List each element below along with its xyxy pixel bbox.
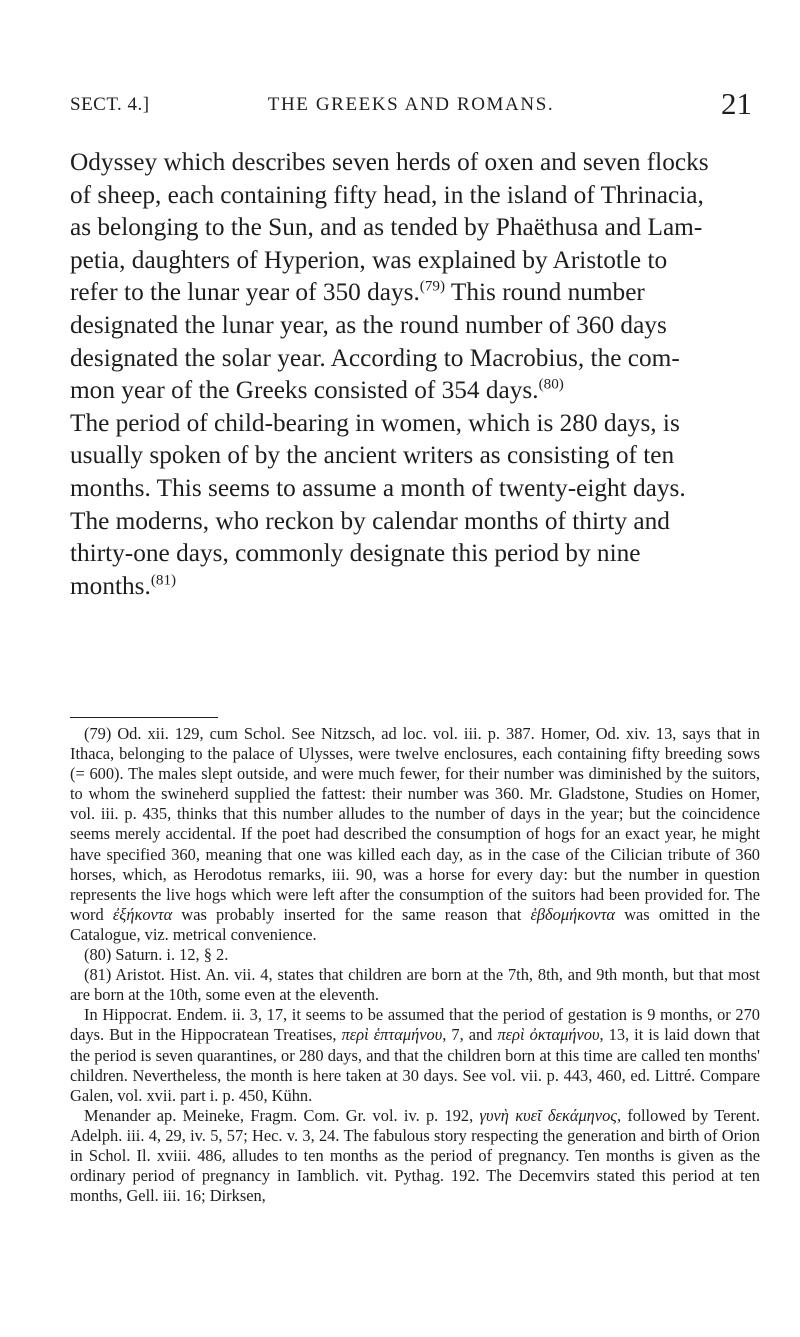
footnote-81: (81) Aristot. Hist. An. vii. 4, states that children are born at the 7th, 8th, and 9th month, but that most are born at the 10th, some even at the eleventh.	[70, 965, 760, 1005]
greek-word: περὶ ὀκταμήνου	[497, 1025, 600, 1045]
footnote-80: (80) Saturn. i. 12, § 2.	[84, 945, 229, 965]
running-header	[70, 86, 752, 121]
footnote-rule	[70, 717, 218, 718]
text-line-part: This round number	[445, 278, 645, 307]
footnote-81-menander	[70, 1106, 760, 1206]
text-line: usually spoken of by the ancient writers as consisting of ten	[70, 441, 675, 470]
text-line	[70, 276, 752, 309]
text-line-part: months.	[70, 571, 151, 600]
footnote-text: , 7, and	[442, 1025, 498, 1045]
footnote-text: , 13, it is laid down that the period is seven quarantines, or 280 days, and that the children born at this time are called ten months' children. Nevertheless, the month is here taken at 30 days. See vol. vii. p. 443, 460, ed. Littré. Compare Galen, vol. xvii. part i. p. 450, Kühn.	[70, 1025, 760, 1105]
footnotes	[70, 724, 760, 1206]
text-line: thirty-one days, commonly designate this period by nine	[70, 539, 641, 568]
text-line: The moderns, who reckon by calendar months of thirty and	[70, 506, 670, 535]
greek-word: περὶ ἑπταμήνου	[341, 1025, 443, 1045]
text-line: of sheep, each containing fifty head, in the island of Thrinacia,	[70, 180, 704, 209]
main-paragraph-1	[70, 146, 752, 602]
note-ref-80: (80)	[538, 375, 564, 393]
greek-word: ἑβδομήκοντα	[530, 904, 616, 924]
text-line: Odyssey which describes seven herds of oxen and seven flocks	[70, 148, 709, 176]
text-line: petia, daughters of Hyperion, was explained by Aristotle to	[70, 245, 668, 274]
footnote-text: In Hippocrat. Endem. ii. 3, 17, it seems to be assumed that the period of gestation is 9 months, or 270 days. But in the Hippocratean Treatises,	[70, 1005, 760, 1045]
text-line	[70, 570, 752, 603]
footnote-81-continued	[70, 1005, 760, 1105]
page-number: 21	[721, 86, 752, 121]
text-line: designated the lunar year, as the round number of 360 days	[70, 310, 667, 339]
note-ref-79: (79)	[419, 277, 446, 295]
greek-word: ἐξήκοντα	[112, 904, 173, 924]
greek-word: γυνὴ κυεῖ δεκάμηνος	[479, 1105, 617, 1125]
footnote-text: (79) Od. xii. 129, cum Schol. See Nitzsch, ad loc. vol. iii. p. 387. Homer, Od. xiv. 13, says that in Ithaca, belonging to the palace of Ulysses, were twelve enclosures, each containing fifty breeding sows (= 600). The males slept outside, and were much fewer, for their number was diminished by the suitors, to whom the swineherd supplied the fattest: their number was 360. Mr. Gladstone, Studies on Homer, vol. iii. p. 435, thinks that this number alludes to the number of days in the year; but the coincidence seems merely accidental. If the poet had described the consumption of hogs for an exact year, he might have specified 360, meaning that one was killed each day, as in the case of the Cilician tribute of 360 horses, which, as Herodotus remarks, iii. 90, was a horse for every day: but the number in question represents the live hogs which were left after the consumption of the suitors had been provided for. The word	[70, 724, 760, 924]
text-line-part: refer to the lunar year of 350 days.	[70, 278, 420, 307]
text-line-part: mon year of the Greeks consisted of 354 days.	[70, 376, 539, 405]
footnote-text: Menander ap. Meineke, Fragm. Com. Gr. vol. iv. p. 192,	[84, 1105, 480, 1125]
text-line: The period of child-bearing in women, which is 280 days, is	[70, 408, 680, 437]
footnote-79	[70, 724, 760, 945]
text-line: designated the solar year. According to Macrobius, the com-	[70, 343, 680, 372]
footnote-text: was probably inserted for the same reason that	[172, 904, 531, 924]
text-line: as belonging to the Sun, and as tended by Phaëthusa and Lam-	[70, 213, 703, 242]
footnote-text: , followed by Terent. Adelph. iii. 4, 29, iv. 5, 57; Hec. v. 3, 24. The fabulous story respecting the generation and birth of Orion in Schol. Il. xviii. 486, alludes to ten months as the period of pregnancy. Ten months is given as the ordinary period of pregnancy in Iamblich. vit. Pythag. 192. The Decemvirs stated this period at ten months, Gell. iii. 16; Dirksen,	[70, 1105, 760, 1206]
footnote-text: was omitted in the Catalogue, viz. metrical convenience.	[70, 904, 760, 944]
section-label: SECT. 4.]	[70, 94, 150, 115]
text-line	[70, 374, 752, 407]
note-ref-81: (81)	[150, 571, 177, 589]
text-line: months. This seems to assume a month of twenty-eight days.	[70, 473, 686, 502]
running-title: THE GREEKS AND ROMANS.	[267, 94, 555, 115]
main-text	[70, 146, 752, 602]
